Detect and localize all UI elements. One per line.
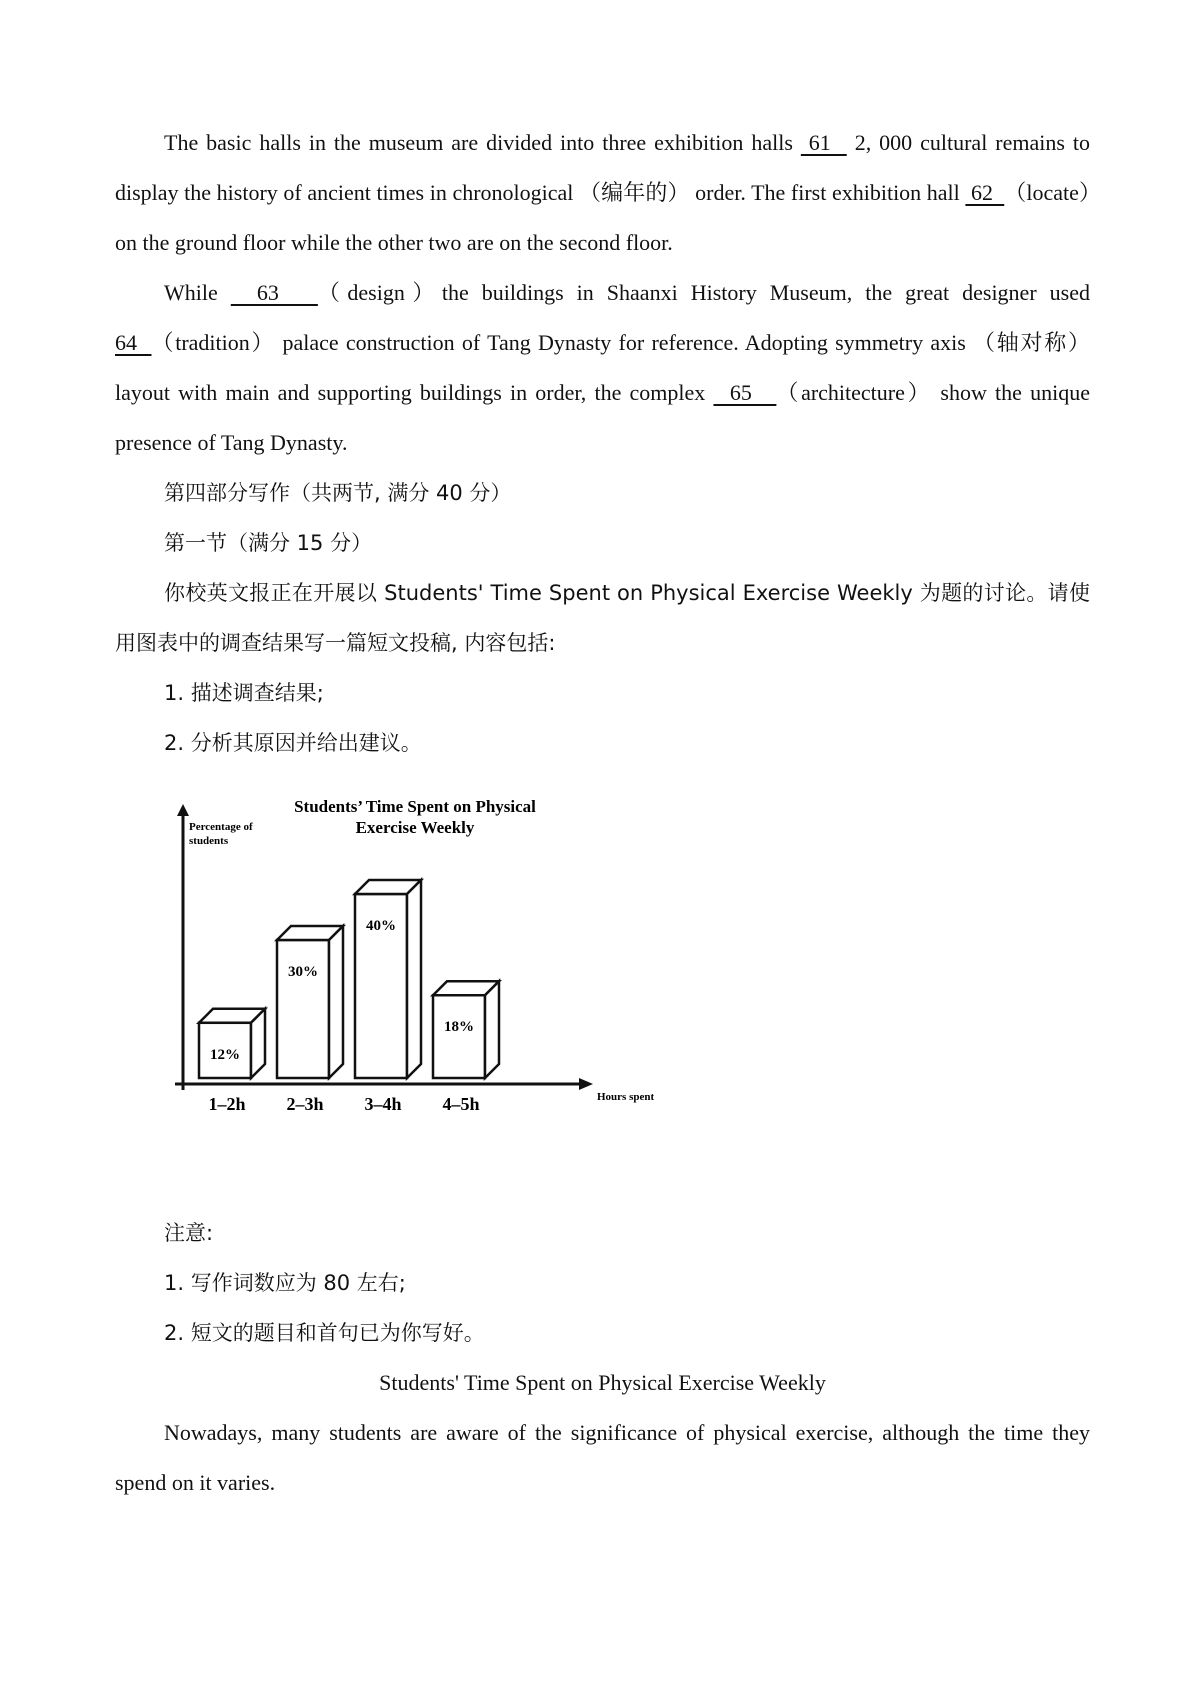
paragraph-1	[115, 118, 1090, 268]
chart-title-line-1: Students’ Time Spent on Physical	[294, 797, 536, 816]
bar-value-label-2: 30%	[288, 964, 318, 980]
x-axis-arrow	[579, 1078, 593, 1090]
y-axis-label-line-2: students	[189, 835, 229, 847]
category-label-4: 4–5h	[442, 1094, 480, 1114]
category-label-3: 3–4h	[364, 1094, 402, 1114]
category-label-2: 2–3h	[286, 1094, 324, 1114]
bar-value-label-3: 40%	[366, 918, 396, 934]
notes-item-2: 2. 短文的题目和首句已为你写好。	[164, 1321, 485, 1345]
bar-side-1	[251, 1009, 265, 1078]
bar-value-label-1: 12%	[210, 1046, 240, 1063]
chart-title-line-2: Exercise Weekly	[355, 818, 475, 837]
bar-side-2	[329, 926, 343, 1078]
part-title: 第四部分写作（共两节, 满分 40 分）	[164, 481, 512, 505]
p1-text-a: The basic halls in the museum are divided into three exhibition halls	[164, 130, 801, 155]
y-axis-label-line-1: Percentage of	[189, 821, 253, 833]
blank-62: 62	[965, 180, 1005, 205]
notes-section	[115, 1208, 1090, 1508]
bar-side-4	[485, 981, 499, 1078]
blank-65: 65	[713, 380, 777, 405]
blank-61: 61	[800, 130, 847, 155]
chart-svg	[155, 770, 655, 1150]
prompt-item-2: 2. 分析其原因并给出建议。	[164, 731, 422, 755]
category-label-1: 1–2h	[208, 1094, 246, 1114]
p2-text-a: While	[164, 280, 231, 305]
notes-item-1: 1. 写作词数应为 80 左右;	[164, 1271, 406, 1295]
prompt-item-1: 1. 描述调查结果;	[164, 681, 324, 705]
bar-front-2	[277, 940, 329, 1078]
notes-heading: 注意:	[164, 1221, 214, 1245]
p2-text-c: （tradition） palace construction of Tang Dynasty for reference. Adopting symmetry axis （轴对称） layout with main and supporting buildings in order, the complex	[115, 330, 1090, 405]
x-axis-label: Hours spent	[597, 1091, 655, 1103]
bar-chart	[155, 770, 655, 1150]
p1-text-b: 2, 000 cultural remains to display the history of ancient times in chronological （编年的） order. The first exhibition hall	[115, 130, 1090, 205]
p2-text-d: （architecture） show the unique presence of Tang Dynasty.	[115, 380, 1090, 455]
passage	[115, 118, 1090, 768]
paragraph-2	[115, 268, 1090, 468]
p2-text-b: （design）the buildings in Shaanxi History Museum, the great designer used	[317, 280, 1090, 305]
p1-text-c: （locate）on the ground floor while the other two are on the second floor.	[115, 180, 1090, 255]
blank-63: 63	[230, 280, 318, 305]
bar-front-4	[433, 995, 485, 1078]
y-axis-arrow	[177, 804, 189, 816]
blank-64: 64	[115, 330, 152, 355]
section-title: 第一节（满分 15 分）	[164, 531, 373, 555]
writing-prompt: 你校英文报正在开展以 Students' Time Spent on Physical Exercise Weekly 为题的讨论。请使用图表中的调查结果写一篇短文投稿, 内容包括:	[115, 581, 1090, 655]
bar-side-3	[407, 880, 421, 1078]
essay-title: Students' Time Spent on Physical Exercise Weekly	[379, 1370, 826, 1395]
bar-value-label-4: 18%	[444, 1019, 474, 1036]
essay-first-sentence: Nowadays, many students are aware of the significance of physical exercise, although the time they spend on it varies.	[115, 1420, 1090, 1495]
